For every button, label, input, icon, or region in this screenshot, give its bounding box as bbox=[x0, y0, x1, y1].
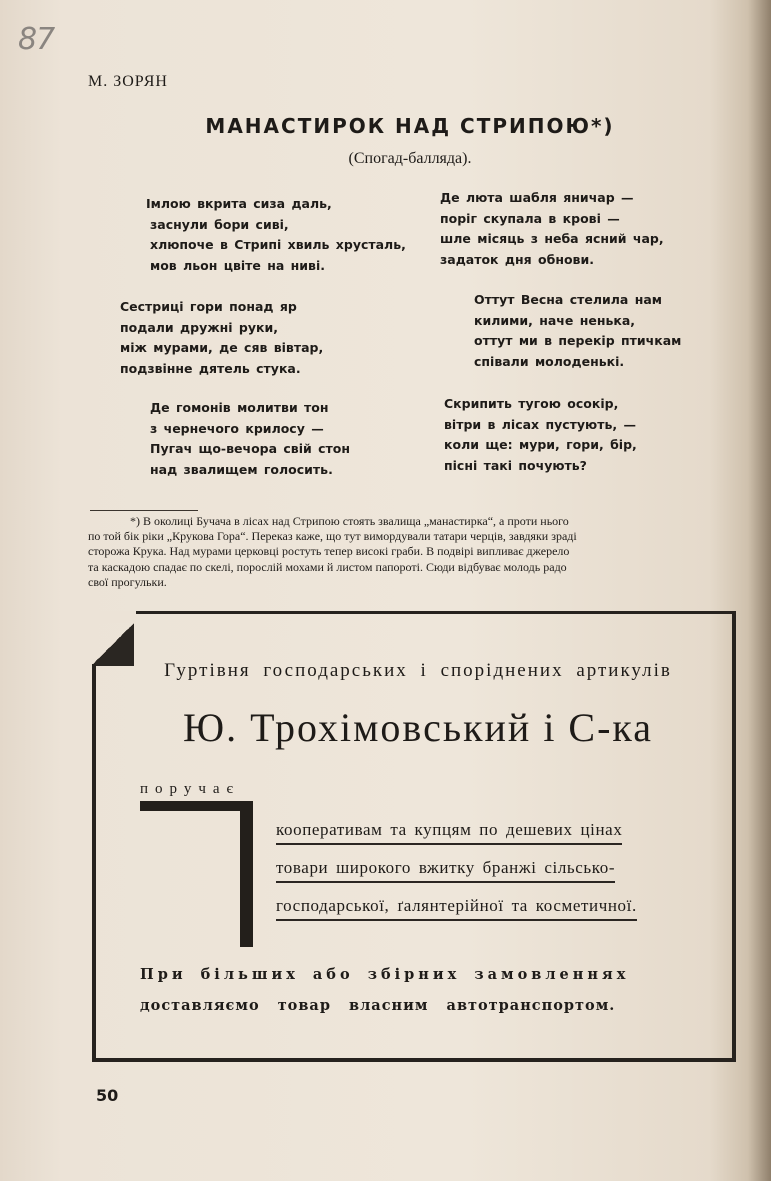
stanza-line: оттут ми в перекір птичкам bbox=[474, 333, 682, 348]
advertisement-offer-line: товари широкого вжитку бранжі сільсько- bbox=[276, 858, 615, 883]
stanza-line: задаток дня обнови. bbox=[440, 251, 594, 267]
author-name: М. ЗОРЯН bbox=[88, 73, 168, 90]
footnote-line: свої прогульки. bbox=[88, 574, 167, 589]
advertisement-delivery-line: доставляємо товар власним автотранспортом. bbox=[140, 997, 616, 1014]
stanza-line: поріг скупала в крові — bbox=[440, 210, 620, 226]
advertisement-offer-line: кооперативам та купцям по дешевих цінах bbox=[276, 820, 622, 845]
page-number: 50 bbox=[96, 1086, 119, 1105]
decorative-letter-t-stem bbox=[240, 801, 253, 947]
stanza-line: подали дружні руки, bbox=[120, 319, 279, 335]
decorative-letter-t-bar bbox=[140, 801, 252, 811]
stanza-line: Де люта шабля яничар — bbox=[440, 190, 634, 205]
stanza-2 bbox=[120, 297, 323, 379]
stanza-line: між мурами, де сяв вівтар, bbox=[120, 340, 324, 355]
stanza-line: Де гомонів молитви тон bbox=[150, 400, 329, 415]
stanza-line: мов льон цвіте на ниві. bbox=[150, 257, 325, 273]
stanza-line: Пугач що-вечора свій стон bbox=[150, 441, 350, 456]
footnote-divider bbox=[90, 510, 198, 511]
stanza-line: пісні такі почують? bbox=[444, 457, 587, 473]
stanza-line: Сестриці гори понад яр bbox=[120, 299, 297, 314]
footnote-line: та каскадою спадає по скелі, порослій мохами й листом папороті. Сюди відбуває молодь радо bbox=[88, 559, 567, 574]
stanza-line: коли ще: мури, гори, бір, bbox=[444, 437, 637, 452]
stanza-line: над звалищем голосить. bbox=[150, 461, 333, 477]
footnote-line: по той бік ріки „Крукова Гора“. Переказ каже, що тут вимордували татари черців, завдяки зраді bbox=[88, 529, 577, 544]
stanza-6 bbox=[444, 394, 637, 476]
stanza-line: Оттут Весна стелила нам bbox=[474, 292, 662, 307]
stanza-line: килими, наче ненька, bbox=[474, 312, 636, 328]
stanza-line: Імлою вкрита сиза даль, bbox=[146, 196, 332, 211]
stanza-line: Скрипить тугою осокір, bbox=[444, 396, 619, 411]
stanza-line: подзвінне дятель стука. bbox=[120, 360, 301, 376]
stanza-5 bbox=[474, 290, 681, 372]
advertisement-business-type: Гуртівня господарських і споріднених артикулів bbox=[164, 660, 672, 681]
advertisement-company-name: Ю. Трохімовський і С-ка bbox=[182, 705, 654, 750]
archive-handwritten-mark: 87 bbox=[18, 22, 55, 57]
footnote-line-text: *) В околиці Бучача в лісах над Стрипою стоять звалища „манастирка“, а проти нього bbox=[130, 514, 569, 528]
stanza-line: з чернечого крилосу — bbox=[150, 420, 324, 436]
advertisement-delivery-line: При більших або збірних замовленнях bbox=[140, 966, 630, 983]
stanza-1 bbox=[146, 194, 406, 276]
advertisement-corner-ornament bbox=[92, 622, 134, 666]
advertisement-offer-line: господарської, ґалянтерійної та косметичної. bbox=[276, 896, 637, 921]
stanza-line: хлюпоче в Стрипі хвиль хрусталь, bbox=[150, 237, 406, 252]
stanza-line: шле місяць з неба ясний чар, bbox=[440, 231, 664, 246]
poem-title: МАНАСТИРОК НАД СТРИПОЮ*) bbox=[205, 114, 615, 138]
footnote-line: сторожа Крука. Над мурами церковці ростуть тепер високі граби. В подвірі випливає джерело bbox=[88, 544, 570, 559]
stanza-line: вітри в лісах пустують, — bbox=[444, 416, 636, 432]
stanza-line: співали молоденькі. bbox=[474, 353, 625, 369]
advertisement-left-border bbox=[92, 664, 96, 1059]
stanza-line: заснули бори сиві, bbox=[150, 216, 289, 232]
poem-subtitle: (Спогад-балляда). bbox=[348, 150, 472, 167]
footnote-line bbox=[88, 514, 740, 529]
advertisement-offers-label: поручає bbox=[140, 781, 240, 797]
stanza-4 bbox=[440, 188, 664, 270]
footnote bbox=[88, 514, 740, 590]
stanza-3 bbox=[150, 398, 350, 480]
